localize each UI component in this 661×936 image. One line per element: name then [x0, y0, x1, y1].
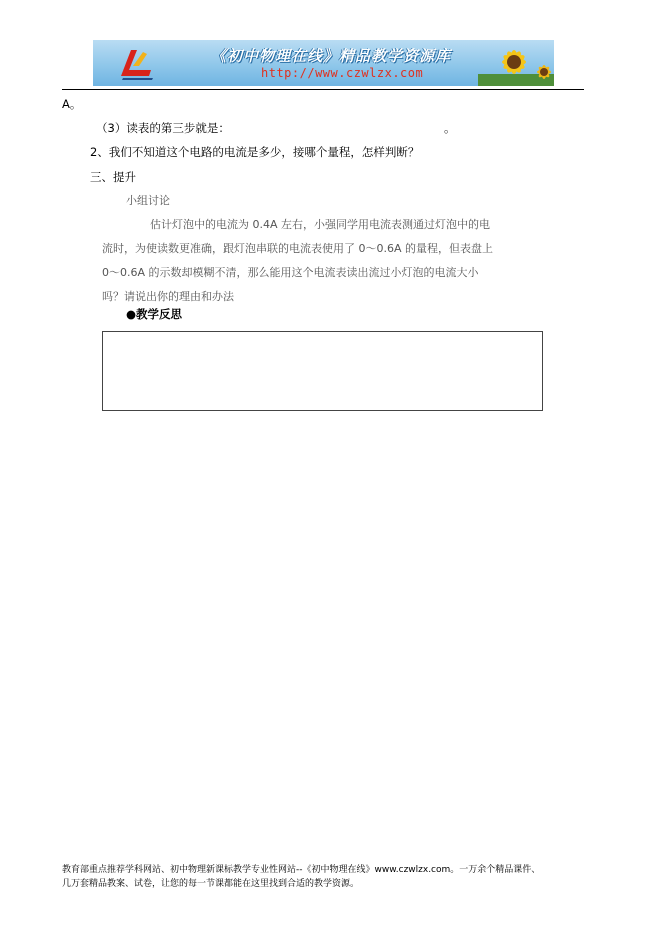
header-divider [62, 89, 584, 90]
reflection-heading: ●教学反思 [126, 307, 183, 321]
section-3-heading: 三、提升 [90, 170, 136, 184]
discussion-line: 估计灯泡中的电流为 0.4A 左右，小强同学用电流表测通过灯泡中的电 [150, 218, 491, 231]
discussion-line: 流时，为使读数更准确，跟灯泡串联的电流表使用了 0～0.6A 的量程，但表盘上 [102, 242, 494, 255]
discussion-line: 0～0.6A 的示数却模糊不清，那么能用这个电流表读出流过小灯泡的电流大小 [102, 266, 479, 279]
step3-end: 。 [444, 121, 456, 135]
footer-line: 教育部重点推荐学科网站、初中物理新课标教学专业性网站--《初中物理在线》www.czwlzx.com。一万余个精品课件、 [62, 865, 541, 875]
site-logo-icon [117, 46, 155, 80]
sunflower-image [478, 44, 554, 86]
reflection-answer-box[interactable] [102, 331, 543, 411]
question-2: 2、我们不知道这个电路的电流是多少，接哪个量程，怎样判断？ [90, 145, 420, 159]
banner-url: http://www.czwlzx.com [261, 66, 424, 80]
header-banner [93, 40, 554, 86]
discussion-line: 吗？请说出你的理由和办法 [102, 290, 234, 303]
group-discussion-label: 小组讨论 [126, 194, 170, 207]
line-a: A。 [62, 97, 82, 111]
step3-label: （3）读表的第三步就是： [96, 121, 230, 135]
footer-line: 几万套精品教案、试卷，让您的每一节课都能在这里找到合适的教学资源。 [62, 879, 360, 889]
banner-title: 《初中物理在线》精品教学资源库 [211, 47, 452, 65]
